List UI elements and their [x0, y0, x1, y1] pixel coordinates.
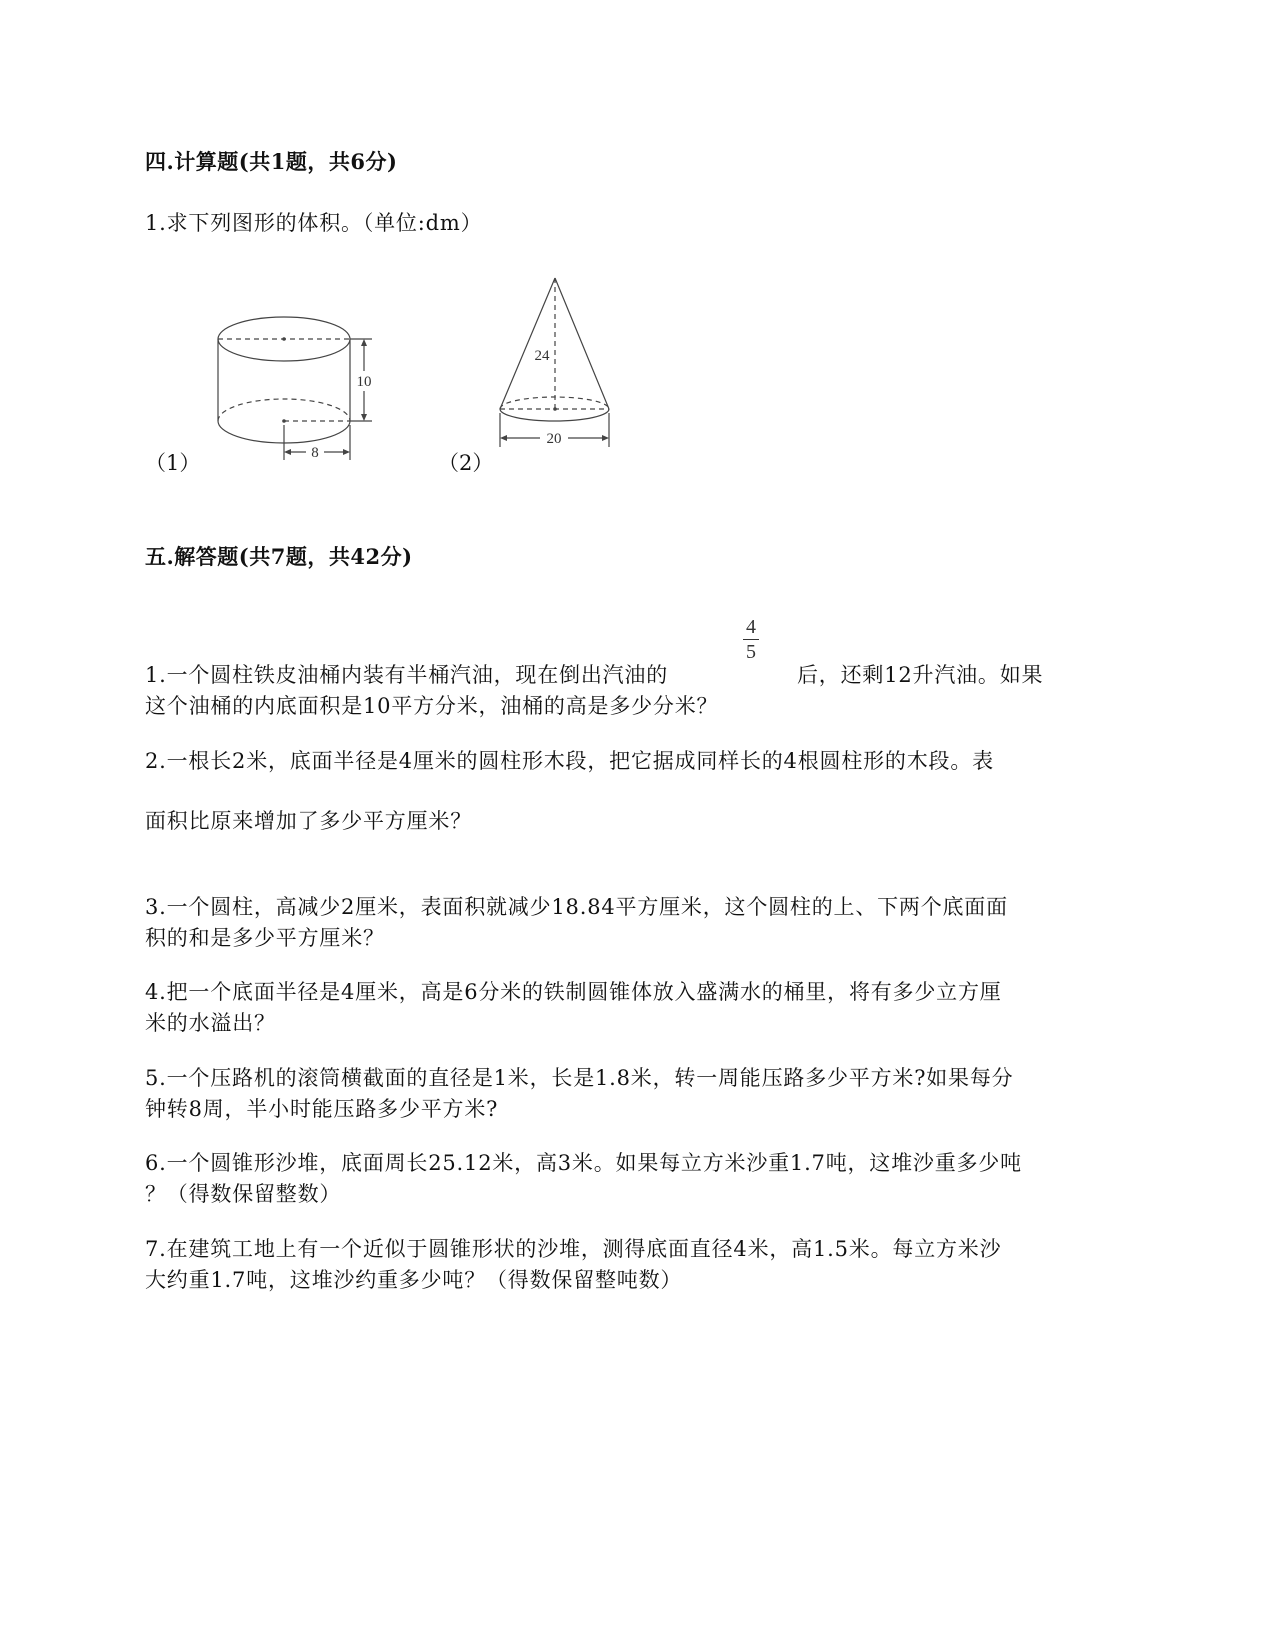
cylinder-diameter-label: 8	[311, 445, 319, 461]
cylinder-figure	[200, 300, 400, 470]
cone-figure	[490, 270, 630, 455]
cone-right-slant	[555, 278, 609, 409]
question-5-7-line-1: 7.在建筑工地上有一个近似于圆锥形状的沙堆，测得底面直径4米，高1.5米。每立方米沙	[145, 1237, 1002, 1261]
fraction-bar	[743, 639, 759, 640]
question-5-3-line-1: 3.一个圆柱，高减少2厘米，表面积就减少18.84平方厘米，这个圆柱的上、下两个底面面	[145, 895, 1008, 919]
question-5-1-line-2: 这个油桶的内底面积是10平方分米，油桶的高是多少分米？	[145, 694, 719, 718]
cone-left-slant	[500, 278, 555, 409]
question-4-1-text: 1.求下列图形的体积。（单位:dm）	[145, 211, 483, 235]
section-4-heading: 四.计算题(共1题，共6分)	[145, 149, 398, 174]
cone-diameter-label: 20	[546, 431, 562, 447]
cone-height-label: 24	[534, 348, 550, 364]
cylinder-bottom-back-arc	[218, 399, 350, 421]
fraction-denominator: 5	[746, 641, 756, 663]
section-5-heading: 五.解答题(共7题，共42分)	[145, 544, 413, 569]
fraction-four-fifths	[736, 617, 766, 662]
figure-1-label: （1）	[145, 451, 201, 475]
fraction-numerator: 4	[746, 616, 756, 638]
cone-base-front-arc	[500, 409, 609, 421]
question-5-3-line-2: 积的和是多少平方厘米？	[145, 926, 385, 950]
cylinder-height-label: 10	[356, 374, 372, 390]
question-5-5-line-1: 5.一个压路机的滚筒横截面的直径是1米，长是1.8米，转一周能压路多少平方米?如果每分	[145, 1066, 1014, 1090]
question-5-4-line-2: 米的水溢出？	[145, 1011, 276, 1035]
question-5-1-part-a: 1.一个圆柱铁皮油桶内装有半桶汽油，现在倒出汽油的	[145, 663, 669, 687]
question-5-7-line-2: 大约重1.7吨，这堆沙约重多少吨？（得数保留整吨数）	[145, 1268, 683, 1292]
question-5-6-line-2: ？（得数保留整数）	[145, 1182, 342, 1206]
question-5-6-line-1: 6.一个圆锥形沙堆，底面周长25.12米，高3米。如果每立方米沙重1.7吨，这堆沙重多少吨	[145, 1151, 1022, 1175]
figure-2-label: （2）	[438, 451, 494, 475]
question-5-2-line-1: 2.一根长2米，底面半径是4厘米的圆柱形木段，把它据成同样长的4根圆柱形的木段。表	[145, 749, 994, 773]
question-5-5-line-2: 钟转8周，半小时能压路多少平方米?	[145, 1097, 499, 1121]
question-5-2-line-2: 面积比原来增加了多少平方厘米？	[145, 809, 472, 833]
question-5-4-line-1: 4.把一个底面半径是4厘米，高是6分米的铁制圆锥体放入盛满水的桶里，将有多少立方厘	[145, 980, 1002, 1004]
question-5-1-part-b: 后，还剩12升汽油。如果	[797, 663, 1044, 687]
